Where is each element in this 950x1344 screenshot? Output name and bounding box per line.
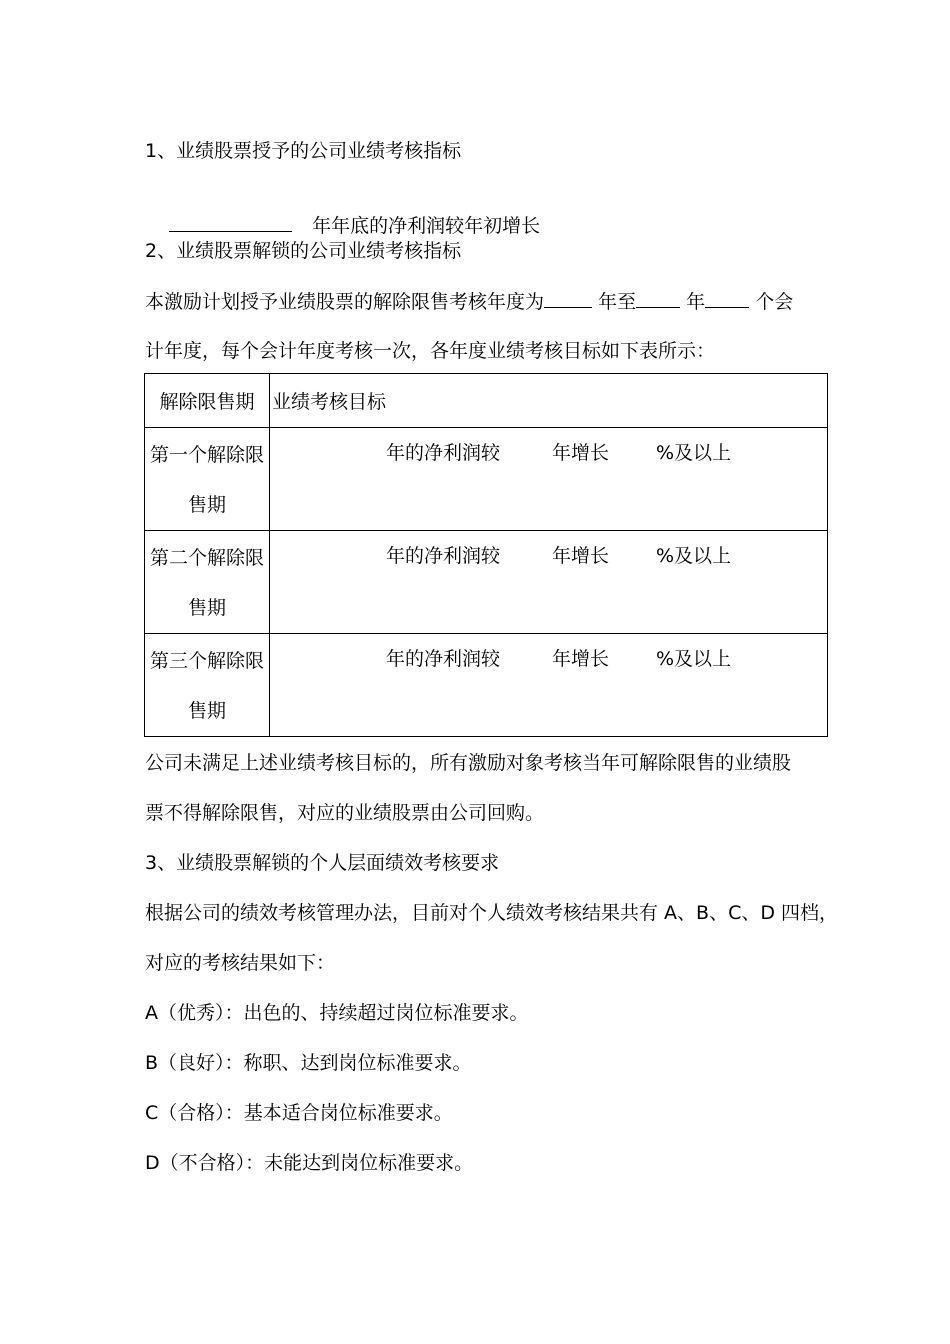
intro-text-c: 年 [686,291,706,313]
target-percent: %及以上 [656,648,732,670]
section2-heading: 2、业绩股票解锁的公司业绩考核指标 [145,240,462,262]
section1-heading: 1、业绩股票授予的公司业绩考核指标 [145,140,462,162]
section2-note-line1: 公司未满足上述业绩考核目标的，所有激励对象考核当年可解除限售的业绩股 [145,752,792,774]
target-profit: 年的净利润较 [386,442,501,464]
period-cell [145,634,269,736]
grade-item-a: A（优秀）：出色的、持续超过岗位标准要求。 [145,1002,529,1024]
section1-metric: 年年底的净利润较年初增长 [312,215,541,237]
period-line2: 售期 [187,494,226,516]
start-year-blank [544,289,592,308]
period-line2: 售期 [187,700,226,722]
target-percent: %及以上 [656,442,732,464]
period-line1: 第二个解除限 [149,547,264,569]
grade-item-d: D（不合格）：未能达到岗位标准要求。 [145,1152,474,1174]
header-target: 业绩考核目标 [270,374,828,428]
count-blank [705,289,749,308]
header-period: 解除限售期 [145,374,270,428]
target-cell [270,531,827,633]
target-growth: 年增长 [552,648,610,670]
target-percent: %及以上 [656,545,732,567]
target-profit: 年的净利润较 [386,545,501,567]
end-year-blank [636,289,680,308]
intro-text-d: 个会 [755,291,794,313]
period-line1: 第一个解除限 [149,444,264,466]
section3-intro-line1: 根据公司的绩效考核管理办法，目前对个人绩效考核结果共有 A、B、C、D 四档， [145,902,839,924]
section3-heading: 3、业绩股票解锁的个人层面绩效考核要求 [145,852,500,874]
intro-text-b: 年至 [598,291,637,313]
target-growth: 年增长 [552,442,610,464]
section2-note-line2: 票不得解除限售，对应的业绩股票由公司回购。 [145,802,545,824]
period-cell [145,531,269,633]
period-cell [145,428,269,530]
target-profit: 年的净利润较 [386,648,501,670]
intro-text-a: 本激励计划授予业绩股票的解除限售考核年度为 [145,291,545,313]
year-blank [169,213,292,232]
section3-intro-line2: 对应的考核结果如下： [145,952,336,974]
section2-intro-line1 [145,289,793,314]
period-line2: 售期 [187,597,226,619]
table-header-row [145,374,828,428]
section2-intro-line2: 计年度，每个会计年度考核一次，各年度业绩考核目标如下表所示： [145,340,716,362]
target-cell [270,428,827,530]
table-row [145,634,828,737]
table-row [145,428,828,531]
target-growth: 年增长 [552,545,610,567]
performance-target-table [144,373,828,737]
period-line1: 第三个解除限 [149,650,264,672]
grade-item-b: B（良好）：称职、达到岗位标准要求。 [145,1052,472,1074]
target-cell [270,634,827,736]
grade-item-c: C（合格）：基本适合岗位标准要求。 [145,1102,453,1124]
table-row [145,531,828,634]
